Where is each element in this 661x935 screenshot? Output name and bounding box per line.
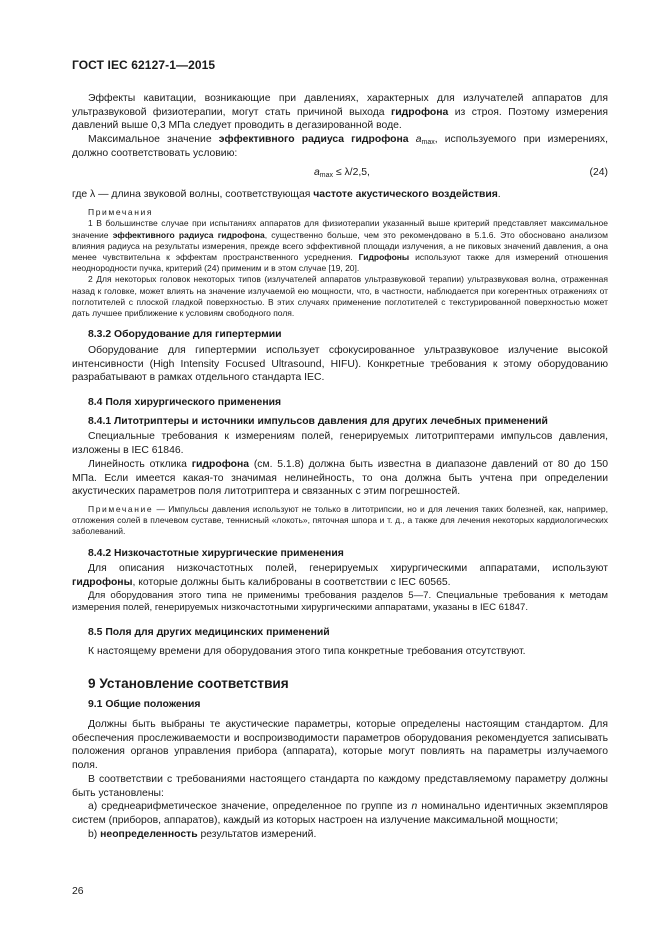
- paragraph-low-frequency: Для описания низкочастотных полей, генерируемых хирургическими аппаратами, используют гидрофоны, которые должны быть калиброваны в соответствии с IEC 60565.: [72, 563, 608, 588]
- document-header: ГОСТ IEC 62127-1—2015: [72, 58, 216, 72]
- formula-expression: $a_{max} \le \lambda/2,5$,: [314, 166, 370, 179]
- list-item-a: a) среднеарифметическое значение, определенное по группе из n номинально идентичных экземпляров систем (приборов, аппаратов), каждый из которых настроен на излучение максимальной мощности;: [72, 801, 609, 826]
- paragraph-lambda: где λ — длина звуковой волны, соответствующая частоте акустического воздействия.: [72, 188, 501, 200]
- list-item-b: b) неопределенность результатов измерений.: [88, 828, 317, 840]
- paragraph-max-radius: Максимальное значение эффективного радиуса гидрофона $a_{max}$, используемого при измерениях, должно соответствовать условию:: [72, 134, 608, 159]
- heading-8-5: 8.5 Поля для других медицинских применений: [88, 626, 330, 638]
- note-2: 2 Для некоторых головок некоторых типов (излучателей аппаратов ультразвуковой терапии) ультразвуковая волна, отраженная назад к головке, может влиять на значение излучаемой ею мощности, что, в частности, наблюдается при когерентных отражениях от поглотителей с плоской гладкой поверхностью. В этих случаях применение поглотителей с текстурированной поверхностью может дать лучшее приближение к условиям свободного поля.: [72, 274, 608, 319]
- formula-24: [72, 166, 608, 182]
- paragraph-requirements: В соответствии с требованиями настоящего стандарта по каждому представляемому параметру должны быть установлены:: [72, 773, 608, 799]
- formula-number: (24): [589, 166, 608, 178]
- paragraph-sections-5-7: Для оборудования этого типа не применимы требования разделов 5—7. Специальные требования к методам измерения полей, генерируемых низкочастотными хирургическими аппаратами, указаны в IEC 61847.: [72, 589, 608, 614]
- paragraph-linearity: Линейность отклика гидрофона (см. 5.1.8) должна быть известна в диапазоне давлений от 80 до 150 МПа. Если имеется какая-то значимая нелинейность, то она должна быть учтена при определении акустических параметров поля литотриптера и связанных с этим погрешностей.: [72, 458, 609, 498]
- paragraph-hyperthermia: Оборудование для гипертермии использует сфокусированное ультразвуковое излучение высокой интенсивности (High Intensity Focused Ultrasound, HIFU). Конкретные требования к этому оборудованию разрабатывают в рамках отдельного стандарта IEC.: [72, 344, 608, 384]
- heading-8-4-2: 8.4.2 Низкочастотные хирургические применения: [88, 547, 344, 559]
- note-pressure-pulses: Примечание — Импульсы давления используют не только в литотрипсии, но и для лечения таких болезней, как, например, отложения солей в плечевом суставе, теннисный «локоть», пяточная шпора и т. д., а также для лечения некоторых кардиологических заболеваний.: [72, 503, 608, 537]
- heading-9-1: 9.1 Общие положения: [88, 699, 201, 711]
- heading-8-4: 8.4 Поля хирургического применения: [88, 397, 282, 409]
- paragraph-acoustic-parameters: Должны быть выбраны те акустические параметры, которые определены настоящим стандартом. Для обеспечения прослеживаемости и воспроизводимости параметров оборудования рекомендуется записывать положения органов управления прибора (аппарата), которые могут повлиять на параметры излучаемого поля.: [72, 719, 608, 772]
- page-number: 26: [72, 886, 84, 897]
- heading-8-4-1: 8.4.1 Литотриптеры и источники импульсов давления для других лечебных применений: [88, 415, 548, 427]
- paragraph-cavitation: Эффекты кавитации, возникающие при давлениях, характерных для излучателей аппаратов для ультразвуковой физиотерапии, могут стать причиной выхода гидрофона из строя. Поэтому измерения давлений выше 0,3 МПа следует проводить в дегазированной воде.: [72, 93, 608, 132]
- note-1: 1 В большинстве случае при испытаниях аппаратов для физиотерапии указанный выше критерий представляет максимальное значение эффективного радиуса гидрофона, существенно больше, чем это рекомендовано в 5.1.6. Это обосновано анализом влияния радиуса на результаты измерения, прежде всего эффективной площади излучения, а не пиковых значений давления, а она менее чувствительна к эффектам пространственного усреднения. Гидрофоны используют также для измерений отношения неоднородности пучка, критерий (24) применим и в этом случае [19, 20].: [72, 218, 608, 274]
- notes-title: Примечания: [88, 207, 154, 218]
- paragraph-lithotripters: Специальные требования к измерениям полей, генерируемых литотриптерами импульсов давления, изложены в IEC 61846.: [72, 431, 608, 457]
- page-content: [72, 92, 608, 841]
- heading-8-3-2: 8.3.2 Оборудование для гипертермии: [88, 329, 282, 341]
- heading-9: 9 Установление соответствия: [88, 676, 289, 692]
- paragraph-other-medical: К настоящему времени для оборудования этого типа конкретные требования отсутствуют.: [88, 645, 526, 657]
